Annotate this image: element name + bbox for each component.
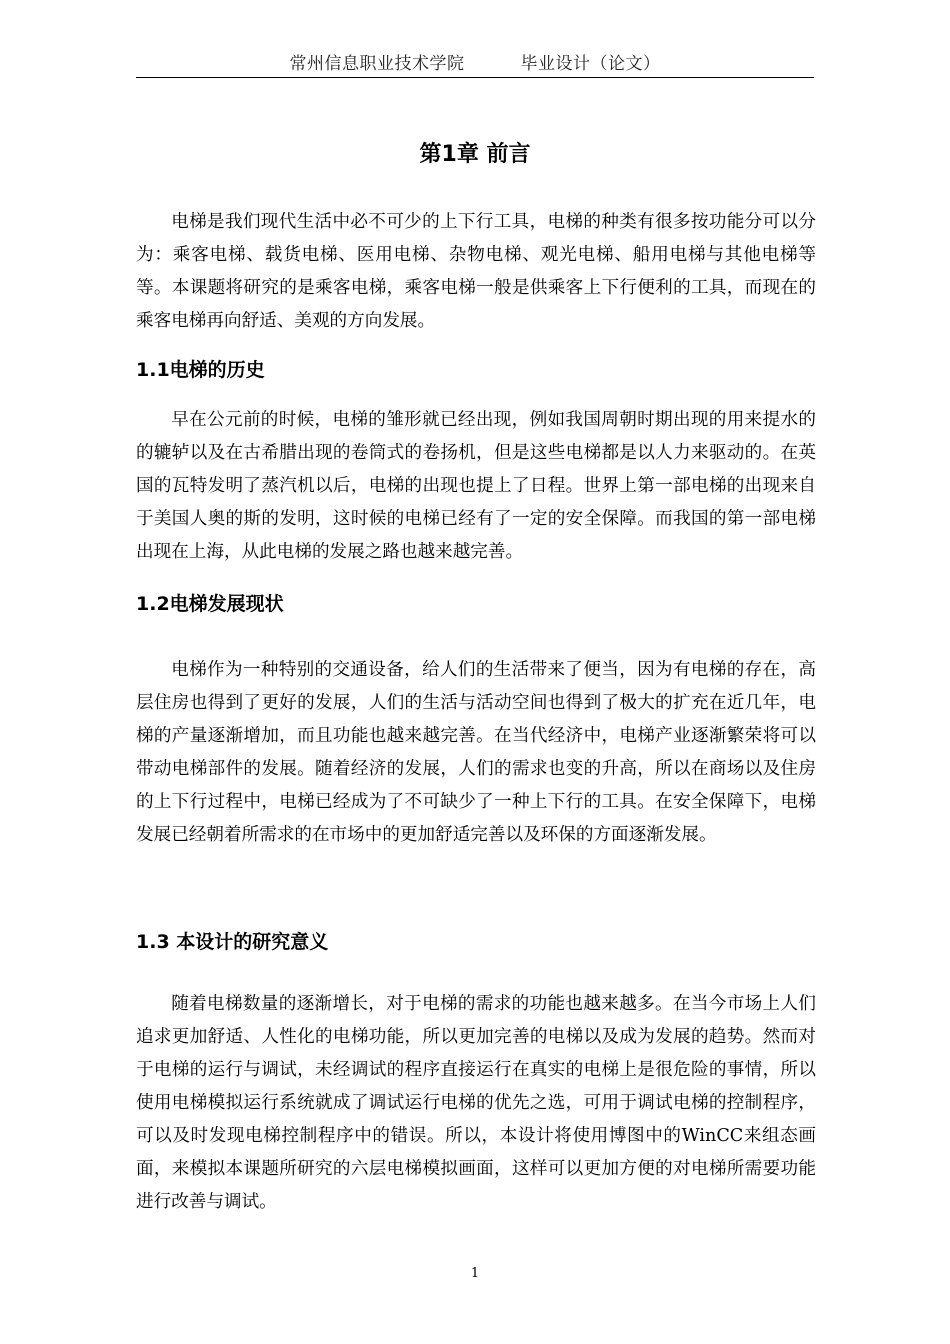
- header-institution: 常州信息职业技术学院: [289, 54, 465, 74]
- page-header: [136, 52, 814, 78]
- section-body-1-3: 随着电梯数量的逐渐增长，对于电梯的需求的功能也越来越多。在当今市场上人们追求更加舒适、人性化的电梯功能，所以更加完善的电梯以及成为发展的趋势。然而对于电梯的运行与调试，未经调试的程序直接运行在真实的电梯上是很危险的事情，所以使用电梯模拟运行系统就成了调试运行电梯的优先之选，可用于调试电梯的控制程序，可以及时发现电梯控制程序中的错误。所以，本设计将使用博图中的WinCC来组态画面，来模拟本课题所研究的六层电梯模拟画面，这样可以更加方便的对电梯所需要功能进行改善与调试。: [136, 994, 816, 1212]
- chapter-title: 第1章 前言: [419, 142, 531, 167]
- page-number: 1: [470, 1266, 480, 1281]
- intro-paragraph: 电梯是我们现代生活中必不可少的上下行工具，电梯的种类有很多按功能分可以分为：乘客电梯、载货电梯、医用电梯、杂物电梯、观光电梯、船用电梯与其他电梯等等。本课题将研究的是乘客电梯，乘客电梯一般是供乘客上下行便利的工具，而现在的乘客电梯再向舒适、美观的方向发展。: [136, 212, 816, 331]
- section-heading-1-2: 1.2电梯发展现状: [136, 593, 284, 615]
- section-heading-1-1: 1.1电梯的历史: [136, 359, 265, 381]
- header-doc-type: 毕业设计（论文）: [520, 54, 661, 74]
- section-body-1-1: 早在公元前的时候，电梯的雏形就已经出现，例如我国周朝时期出现的用来提水的的辘轳以及在古希腊出现的卷筒式的卷扬机，但是这些电梯都是以人力来驱动的。在英国的瓦特发明了蒸汽机以后，电梯的出现也提上了日程。世界上第一部电梯的出现来自于美国人奥的斯的发明，这时候的电梯已经有了一定的安全保障。而我国的第一部电梯出现在上海，从此电梯的发展之路也越来越完善。: [136, 410, 816, 562]
- section-body-1-2: 电梯作为一种特别的交通设备，给人们的生活带来了便当，因为有电梯的存在，高层住房也得到了更好的发展，人们的生活与活动空间也得到了极大的扩充在近几年，电梯的产量逐渐增加，而且功能也越来越完善。在当代经济中，电梯产业逐渐繁荣将可以带动电梯部件的发展。随着经济的发展，人们的需求也变的升高，所以在商场以及住房的上下行过程中，电梯已经成为了不可缺少了一种上下行的工具。在安全保障下，电梯发展已经朝着所需求的在市场中的更加舒适完善以及环保的方面逐渐发展。: [136, 660, 816, 845]
- section-heading-1-3: 1.3 本设计的研究意义: [136, 931, 329, 953]
